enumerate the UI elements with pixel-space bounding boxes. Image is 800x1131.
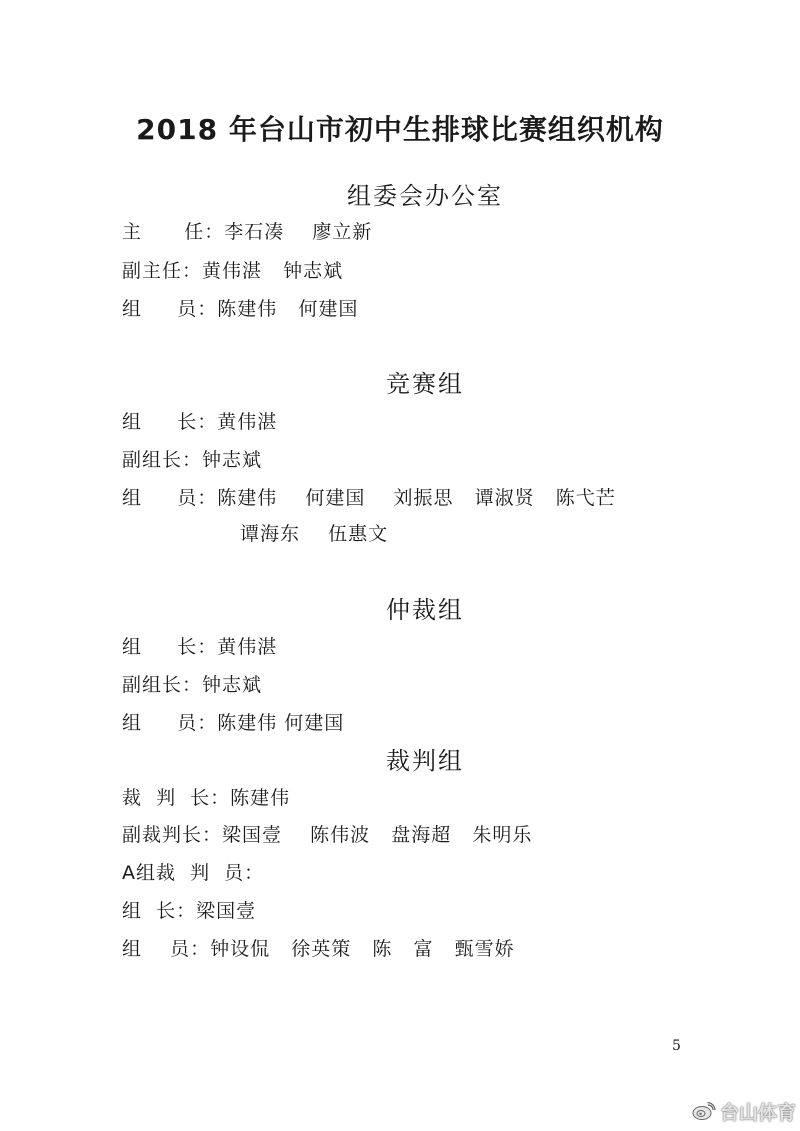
watermark-text: 台山体育 (720, 1101, 797, 1124)
text-line: 副主任：黄伟湛 钟志斌 (122, 260, 344, 282)
text-line: 组 员：钟设侃 徐英策 陈 富 甄雪娇 (122, 938, 515, 960)
text-line: 组 长：黄伟湛 (122, 411, 278, 433)
section-heading-referee-group: 裁判组 (386, 747, 464, 775)
text-line: 副裁判长：梁国壹 陈伟波 盘海超 朱明乐 (122, 824, 533, 846)
text-line: 组 长：梁国壹 (122, 900, 257, 922)
page-number: 5 (672, 1038, 681, 1054)
document-title: 2018 年台山市初中生排球比赛组织机构 (136, 113, 664, 146)
text-line: 副组长：钟志斌 (122, 449, 263, 471)
section-heading-arbitration-group: 仲裁组 (386, 596, 464, 624)
text-line: 裁 判 长：陈建伟 (122, 787, 291, 809)
text-line: 谭海东 伍惠文 (240, 523, 389, 545)
text-line: 组 员：陈建伟 何建国 (122, 298, 359, 320)
section-heading-organizing-office: 组委会办公室 (347, 182, 503, 210)
text-line: 副组长：钟志斌 (122, 674, 263, 696)
weibo-icon (692, 1101, 716, 1121)
text-line: 组 员：陈建伟 何建国 刘振思 谭淑贤 陈弋芒 (122, 487, 616, 509)
text-line: 组 长：黄伟湛 (122, 636, 278, 658)
text-line: 主 任：李石凑 廖立新 (122, 221, 373, 243)
text-line: 组 员：陈建伟 何建国 (122, 712, 345, 734)
watermark (692, 1096, 796, 1126)
text-line: A组裁 判 员： (122, 862, 265, 884)
section-heading-competition-group: 竞赛组 (386, 370, 464, 398)
